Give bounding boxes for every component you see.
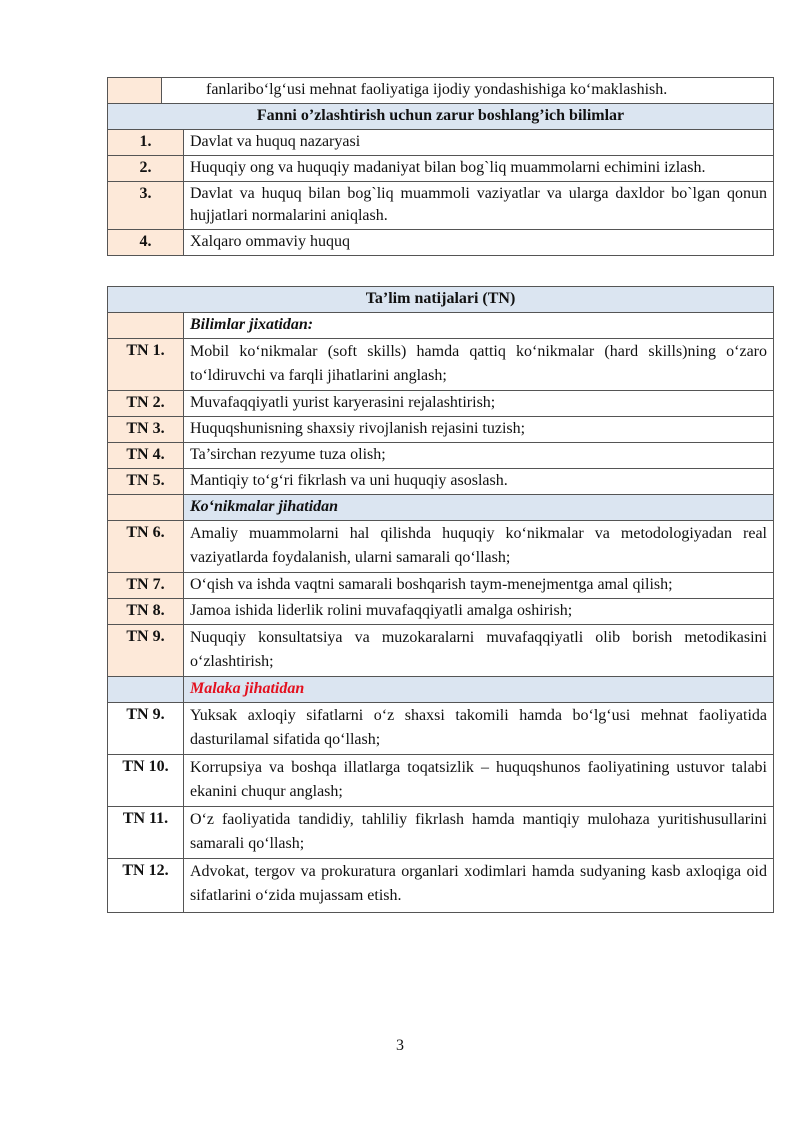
table-row	[108, 521, 774, 573]
table-row	[108, 573, 774, 599]
row-number: 4.	[108, 230, 184, 256]
row-number: TN 12.	[108, 859, 184, 913]
row-number: TN 7.	[108, 573, 184, 599]
table-row	[108, 339, 774, 391]
table-row	[108, 391, 774, 417]
section-title: Malaka jihatidan	[184, 677, 774, 703]
row-text: Korrupsiya va boshqa illatlarga toqatsizlik – huquqshunos faoliyatining ustuvor talabi ekanini chuqur anglash;	[184, 755, 774, 807]
table-row	[108, 182, 774, 230]
table-row	[108, 755, 774, 807]
table-row	[108, 599, 774, 625]
row-number: TN 3.	[108, 417, 184, 443]
table-row	[108, 443, 774, 469]
row-number: 1.	[108, 130, 184, 156]
section-title: Ko‘nikmalar jihatidan	[184, 495, 774, 521]
continued-text: fanlaribo‘lg‘usi mehnat faoliyatiga ijodiy yondashishiga ko‘maklashish.	[162, 78, 774, 104]
empty-cell	[108, 677, 184, 703]
row-number: 3.	[108, 182, 184, 230]
row-text: Davlat va huquq nazaryasi	[184, 130, 774, 156]
table-row	[108, 230, 774, 256]
row-text: Nuquqiy konsultatsiya va muzokaralarni muvafaqqiyatli olib borish metodikasini o‘zlashtirish;	[184, 625, 774, 677]
table-title: Fanni o’zlashtirish uchun zarur boshlang’ich bilimlar	[108, 104, 774, 130]
table-row	[108, 78, 774, 104]
row-text: Huquqshunisning shaxsiy rivojlanish rejasini tuzish;	[184, 417, 774, 443]
row-number: TN 9.	[108, 625, 184, 677]
row-text: Xalqaro ommaviy huquq	[184, 230, 774, 256]
learning-outcomes-table	[107, 286, 774, 913]
row-text: Ta’sirchan rezyume tuza olish;	[184, 443, 774, 469]
page-number: 3	[396, 1037, 404, 1054]
row-text: Jamoa ishida liderlik rolini muvafaqqiyatli amalga oshirish;	[184, 599, 774, 625]
table-row	[108, 130, 774, 156]
table-title: Ta’lim natijalari (TN)	[108, 287, 774, 313]
section-row	[108, 313, 774, 339]
row-text: Amaliy muammolarni hal qilishda huquqiy ko‘nikmalar va metodologiyadan real vaziyatlarda foydalanish, ularni samarali qo‘llash;	[184, 521, 774, 573]
row-text: O‘z faoliyatida tandidiy, tahliliy fikrlash hamda mantiqiy mulohaza yuritishusullarini samarali qo‘llash;	[184, 807, 774, 859]
table-row	[108, 859, 774, 913]
empty-cell	[108, 78, 162, 104]
row-text: Advokat, tergov va prokuratura organlari xodimlari hamda sudyaning kasb axloqiga oid sifatlarini o‘zida mujassam etish.	[184, 859, 774, 913]
table-row	[108, 625, 774, 677]
table-row	[108, 469, 774, 495]
table-row	[108, 417, 774, 443]
row-number: TN 9.	[108, 703, 184, 755]
row-text: O‘qish va ishda vaqtni samarali boshqarish taym-menejmentga amal qilish;	[184, 573, 774, 599]
row-text: Mobil ko‘nikmalar (soft skills) hamda qattiq ko‘nikmalar (hard skills)ning o‘zaro to‘ldiruvchi va farqli jihatlarini anglash;	[184, 339, 774, 391]
row-number: TN 5.	[108, 469, 184, 495]
table-header-row	[108, 104, 774, 130]
empty-cell	[108, 495, 184, 521]
row-text: Muvafaqqiyatli yurist karyerasini rejalashtirish;	[184, 391, 774, 417]
table-row	[108, 156, 774, 182]
table-row	[108, 807, 774, 859]
row-number: TN 1.	[108, 339, 184, 391]
row-text: Huquqiy ong va huquqiy madaniyat bilan bog`liq muammolarni echimini izlash.	[184, 156, 774, 182]
row-text: Davlat va huquq bilan bog`liq muammoli vaziyatlar va ularga daxldor bo`lgan qonun hujjatlari normalarini aniqlash.	[184, 182, 774, 230]
row-number: 2.	[108, 156, 184, 182]
empty-cell	[108, 313, 184, 339]
section-title: Bilimlar jixatidan:	[184, 313, 774, 339]
row-number: TN 4.	[108, 443, 184, 469]
row-number: TN 10.	[108, 755, 184, 807]
row-text: Mantiqiy to‘g‘ri fikrlash va uni huquqiy asoslash.	[184, 469, 774, 495]
section-row	[108, 495, 774, 521]
row-number: TN 2.	[108, 391, 184, 417]
table-header-row	[108, 287, 774, 313]
row-text: Yuksak axloqiy sifatlarni o‘z shaxsi takomili hamda bo‘lg‘usi mehnat faoliyatida dasturilamal sifatida qo‘llash;	[184, 703, 774, 755]
row-number: TN 6.	[108, 521, 184, 573]
row-number: TN 8.	[108, 599, 184, 625]
prerequisites-table	[107, 77, 774, 256]
section-row	[108, 677, 774, 703]
table-row	[108, 703, 774, 755]
row-number: TN 11.	[108, 807, 184, 859]
